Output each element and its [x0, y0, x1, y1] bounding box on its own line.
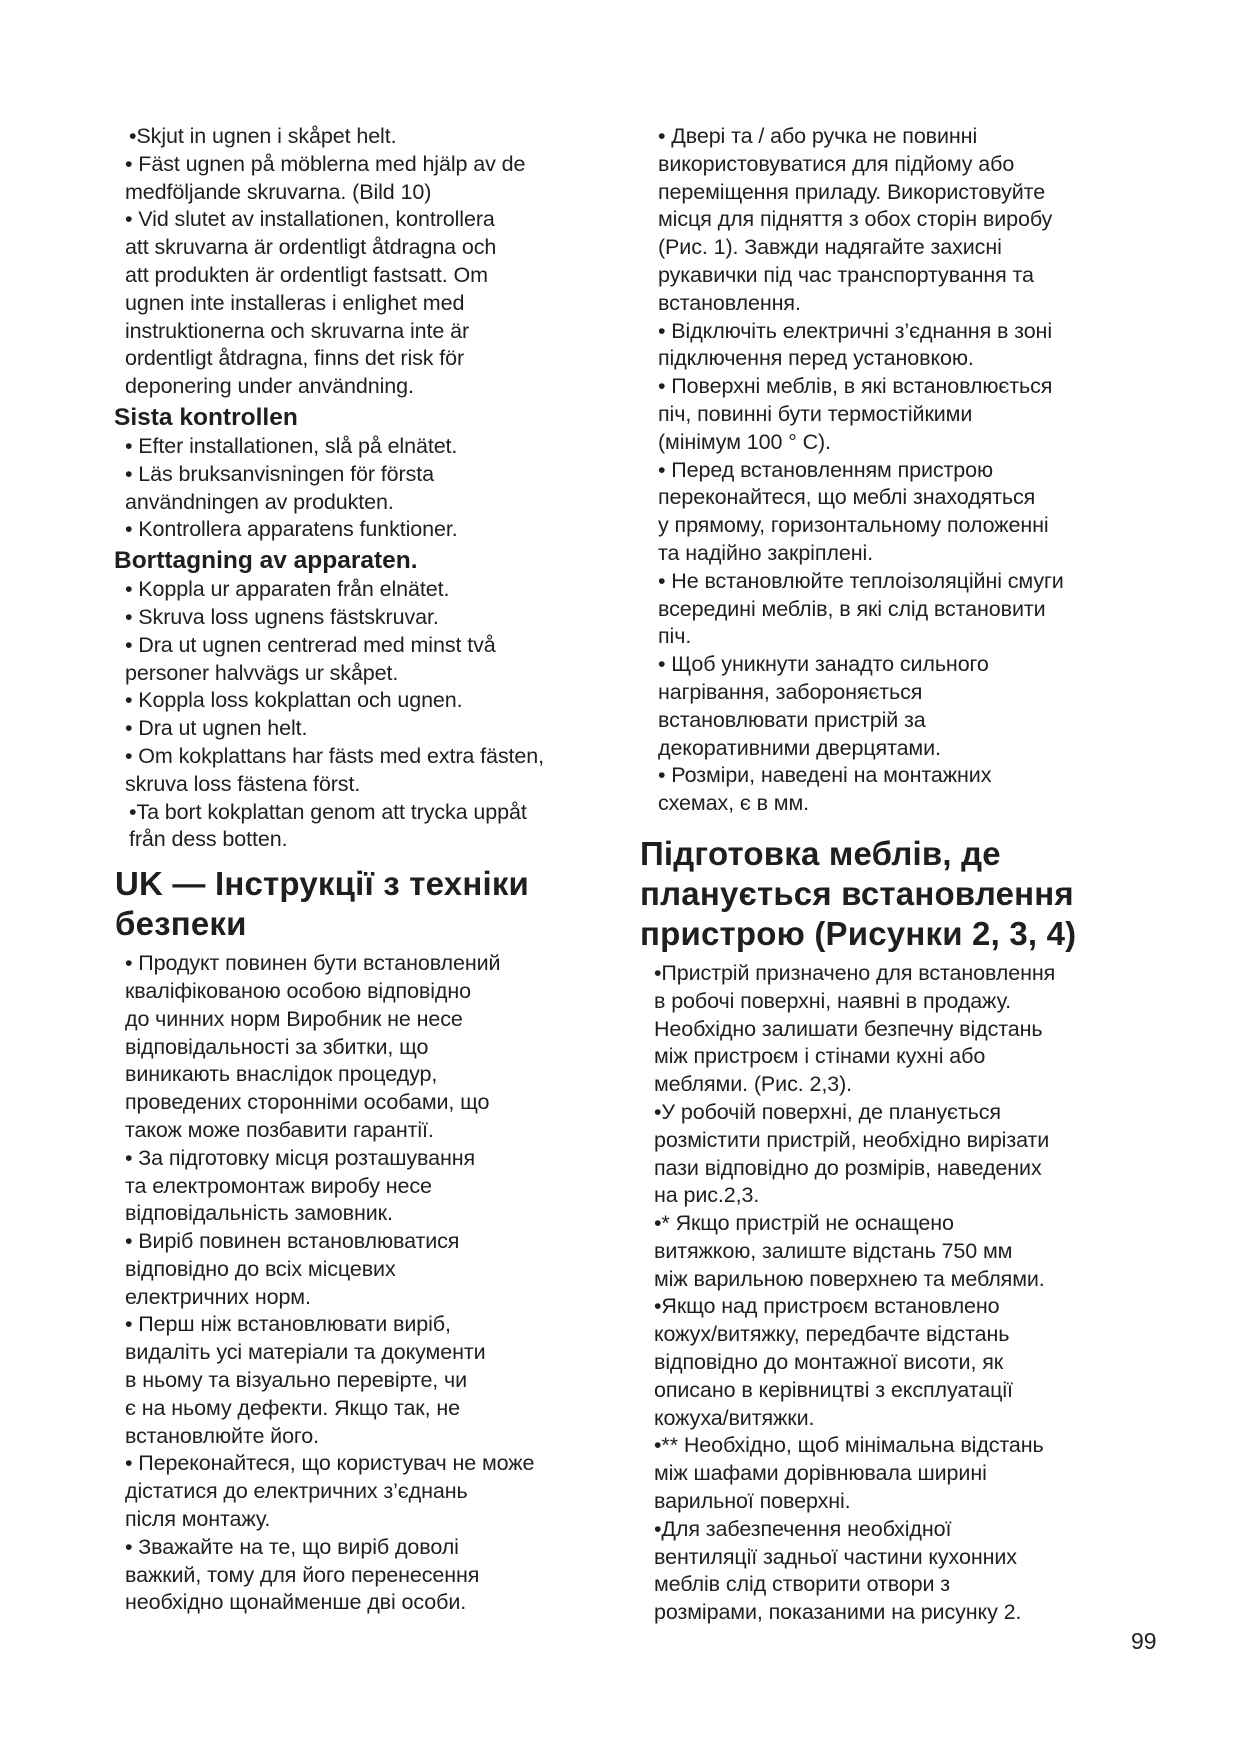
- list-item: • Efter installationen, slå på elnätet.: [125, 433, 458, 458]
- left-column: [115, 123, 630, 1617]
- list-item: •** Необхідно, щоб мінімальна відстань між шафами дорівнювала ширині варильної поверхні.: [654, 1433, 1044, 1514]
- list-item: • Läs bruksanvisningen för första användningen av produkten.: [125, 461, 434, 514]
- list-item: • Продукт повинен бути встановлений кваліфікованою особою відповідно до чинних норм Виробник не несе відповідальності за збитки, що виникають внаслідок процедур, проведених сторонніми особами, що також може позбавити гарантії.: [125, 951, 501, 1142]
- section-heading-uk-safety: UK — Інструкції з техніки безпеки: [115, 865, 530, 943]
- list-item: • Зважайте на те, що виріб доволі важкий, тому для його перенесення необхідно щонайменше дві особи.: [125, 1534, 480, 1615]
- list-item: • Переконайтеся, що користувач не може дістатися до електричних з’єднань після монтажу.: [125, 1451, 535, 1532]
- list-item: • Dra ut ugnen helt.: [125, 716, 308, 741]
- section-heading-furniture-prep: Підготовка меблів, де планується встановлення пристрою (Рисунки 2, 3, 4): [640, 834, 1077, 952]
- list-item: • Dra ut ugnen centrerad med minst två personer halvvägs ur skåpet.: [125, 632, 496, 685]
- list-item: • Щоб уникнути занадто сильного нагрівання, забороняється встановлювати пристрій за декоративними дверцятами.: [658, 652, 989, 760]
- list-item: •Для забезпечення необхідної вентиляції задньої частини кухонних меблів слід створити отвори з розмірами, показаними на рисунку 2.: [654, 1516, 1022, 1625]
- list-item: • Виріб повинен встановлюватися відповідно до всіх місцевих електричних норм.: [125, 1229, 460, 1309]
- list-item: • Om kokplattans har fästs med extra fästen, skruva loss fästena först.: [125, 743, 544, 796]
- section-heading-borttagning: Borttagning av apparaten.: [114, 547, 418, 575]
- list-item: • Koppla ur apparaten från elnätet.: [125, 577, 450, 602]
- list-item: • Не встановлюйте теплоізоляційні смуги всередині меблів, в які слід встановити піч.: [658, 568, 1064, 649]
- list-item: • Поверхні меблів, в які встановлюється піч, повинні бути термостійкими (мінімум 100 ° С).: [658, 374, 1053, 454]
- right-column: [640, 123, 1148, 1627]
- list-item: •* Якщо пристрій не оснащено витяжкою, залиште відстань 750 мм між варильною поверхнею та меблями.: [654, 1211, 1045, 1291]
- page-number: 99: [1131, 1628, 1157, 1654]
- list-item: •Skjut in ugnen i skåpet helt.: [129, 124, 397, 148]
- list-item: •У робочій поверхні, де планується розмістити пристрій, необхідно вирізати пази відповідно до розмірів, наведених на рис.2,3.: [654, 1099, 1050, 1208]
- list-item: •Пристрій призначено для встановлення в робочі поверхні, наявні в продажу. Необхідно залишати безпечну відстань між пристроєм і стінами кухні або меблями. (Рис. 2,3).: [654, 960, 1056, 1097]
- list-item: • Vid slutet av installationen, kontrollera att skruvarna är ordentligt åtdragna och att produkten är ordentligt fastsatt. Om ugnen inte installeras i enlighet med instruktionerna och skruvarna inte är ordentligt åtdragna, finns det risk för deponering under användning.: [125, 207, 497, 399]
- list-item: • Skruva loss ugnens fästskruvar.: [125, 604, 439, 629]
- list-item: • Koppla loss kokplattan och ugnen.: [125, 688, 463, 713]
- list-item: •Якщо над пристроєм встановлено кожух/витяжку, передбачте відстань відповідно до монтажної висоти, як описано в керівництві з експлуатації кожуха/витяжки.: [654, 1294, 1013, 1430]
- section-heading-sista-kontrollen: Sista kontrollen: [114, 403, 298, 431]
- list-item: • Kontrollera apparatens funktioner.: [125, 517, 458, 542]
- list-item: • Відключіть електричні з’єднання в зоні підключення перед установкою.: [658, 318, 1053, 371]
- list-item: • Перш ніж встановлювати виріб, видаліть усі матеріали та документи в ньому та візуально перевірте, чи є на ньому дефекти. Якщо так, не встановлюйте його.: [125, 1312, 486, 1448]
- list-item: • Двері та / або ручка не повинні використовуватися для підйому або переміщення приладу. Використовуйте місця для підняття з обох сторін виробу (Рис. 1). Завжди надягайте захисні рукавички під час транспортування та встановлення.: [658, 124, 1053, 315]
- list-item: •Ta bort kokplattan genom att trycka uppåt från dess botten.: [129, 799, 527, 852]
- list-item: • Fäst ugnen på möblerna med hjälp av de medföljande skruvarna. (Bild 10): [125, 151, 526, 204]
- list-item: • За підготовку місця розташування та електромонтаж виробу несе відповідальність замовник.: [125, 1145, 476, 1226]
- list-item: • Розміри, наведені на монтажних схемах, є в мм.: [658, 763, 992, 816]
- list-item: • Перед встановленням пристрою переконайтеся, що меблі знаходяться у прямому, горизонтальному положенні та надійно закріплені.: [658, 457, 1049, 565]
